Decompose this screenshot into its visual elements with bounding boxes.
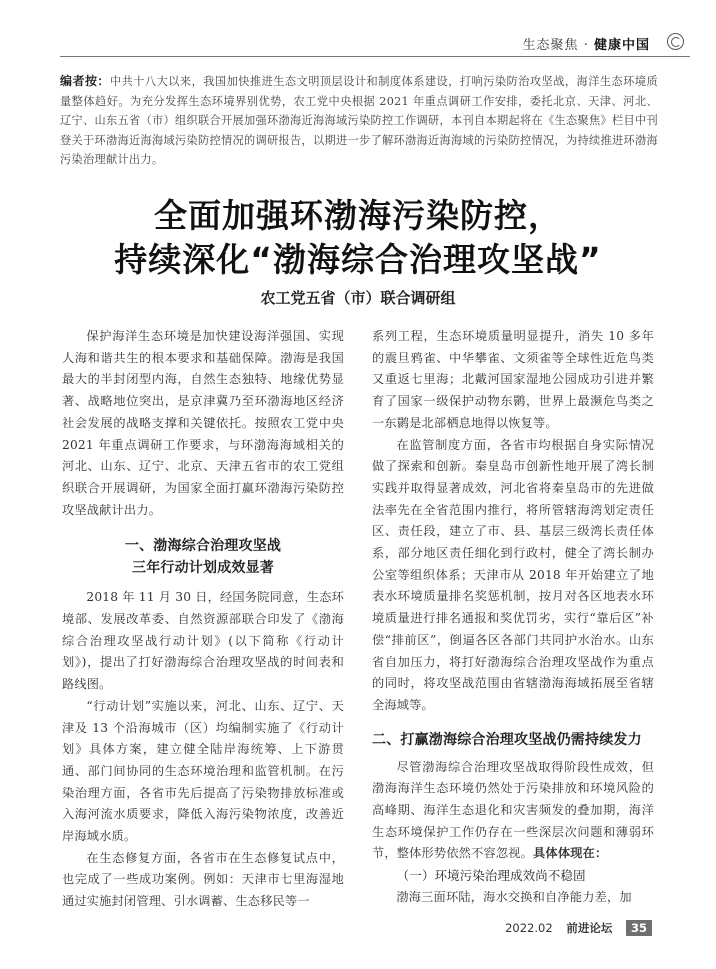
paragraph: 在生态修复方面，各省市在生态修复试点中，也完成了一些成功案例。例如：天津市七里海湿地通过实施封闭管理、引水调蓄、生态移民等一 [62,850,344,909]
editor-note [60,72,658,170]
right-column [372,326,654,909]
running-header [60,32,690,54]
paragraph: 尽管渤海综合治理攻坚战取得阶段性成效，但渤海海洋生态环境仍然处于污染排放和环境风险的高峰期、海洋生态退化和灾害频发的叠加期，海洋生态环境保护工作仍存在一些深层次问题和薄弱环节，整体形势依然不容忽视。具体体现在： [372,759,654,861]
header-column-title: 生态聚焦 · 健康中国 [522,38,650,53]
article-byline: 农工党五省（市）联合调研组 [260,289,456,307]
paragraph: 渤海三面环陆，海水交换和自净能力差，加 [396,889,632,904]
subsection-heading-1: （一）环境污染治理成效尚不稳固 [396,868,586,884]
header-divider [60,56,690,57]
paragraph: 系列工程，生态环境质量明显提升，消失 10 多年的震旦鸦雀、中华攀雀、文须雀等全球性近危鸟类又重返七里海；北戴河国家湿地公园成功引进并繁育了国家一级保护动物东鹮，世界上最濒危鸟类之一东鹮是北部栖息地得以恢复等。 [372,329,654,430]
issue-number: 2022.02 [505,921,553,935]
bold-lead-in: 具体体现在： [533,846,608,861]
header-brand: 健康中国 [593,38,650,53]
article-title-line2: 持续深化“渤海综合治理攻坚战” [114,240,602,279]
paragraph: 2018 年 11 月 30 日，经国务院同意，生态环境部、发展改革委、自然资源部联合印发了《渤海综合治理攻坚战行动计划》(以下简称《行动计划》)，提出了打好渤海综合治理攻坚战的时间表和路线图。 [62,590,344,692]
page-footer [505,920,652,936]
journal-logo-icon [667,33,684,50]
section-heading-1: 一、渤海综合治理攻坚战 三年行动计划成效显著 [124,538,282,577]
paragraph: “行动计划”实施以来，河北、山东、辽宁、天津及 13 个沿海城市（区）均编制实施了《行动计划》具体方案，建立健全陆岸海统筹、上下游贯通、部门间协同的生态环境治理和监管机制。在污染治理方面，各省市先后提高了污染物排放标准或入海河流水质要求，降低入海污染物浓度，改善近岸海域水质。 [62,698,344,844]
editor-note-text: 中共十八大以来，我国加快推进生态文明顶层设计和制度体系建设，打响污染防治攻坚战，海洋生态环境质量整体趋好。为充分发挥生态环境界别优势，农工党中央根据 2021 年重点调研工作安排，委托北京、天津、河北、辽宁、山东五省（市）组织联合开展加强环渤海近海海域污染防控工作调研，本刊自本期起将在《生态聚焦》栏目中刊登关于环渤海近海海域污染防控情况的调研报告，以期进一步了解环渤海近海海域的污染防控情况，为持续推进环渤海污染治理献计出力。 [60,75,659,166]
page-number: 35 [626,920,652,936]
article-title-line1: 全面加强环渤海污染防控， [154,196,562,235]
editor-note-label: 编者按： [60,74,110,88]
paragraph: 在监管制度方面，各省市均根据自身实际情况做了探索和创新。秦皇岛市创新性地开展了湾长制实践并取得显著成效，河北省将秦皇岛市的先进做法率先在全省范围内推行，将所管辖海湾划定责任区、责任段，建立了市、县、基层三级湾长责任体系，部分地区责任细化到行政村，健全了湾长制办公室等组织体系；天津市从 2018 年开始建立了地表水环境质量排名奖惩机制，按月对各区地表水环境质量进行排名通报和奖优罚劣，实行“靠后区”补偿“排前区”，倒逼各区各部门共同护水治水。山东省自加压力，将打好渤海综合治理攻坚战作为重点的同时，将攻坚战范围由省辖渤海海域拓展至省辖全海域等。 [372,437,654,712]
journal-name: 前进论坛 [566,921,613,935]
left-column [62,326,344,913]
paragraph: 保护海洋生态环境是加快建设海洋强国、实现人海和谐共生的根本要求和基础保障。渤海是我国最大的半封闭型内海，自然生态独特、地缘优势显著、战略地位突出，是京津冀乃至环渤海地区经济社会发展的战略支撑和关键依托。按照农工党中央 2021 年重点调研工作要求，与环渤海海域相关的河北、山东、辽宁、北京、天津五省市的农工党组织联合开展调研，为国家全面打赢环渤海污染防控攻坚战献计出力。 [62,329,344,517]
section-heading-2: 二、打赢渤海综合治理攻坚战仍需持续发力 [372,731,642,748]
